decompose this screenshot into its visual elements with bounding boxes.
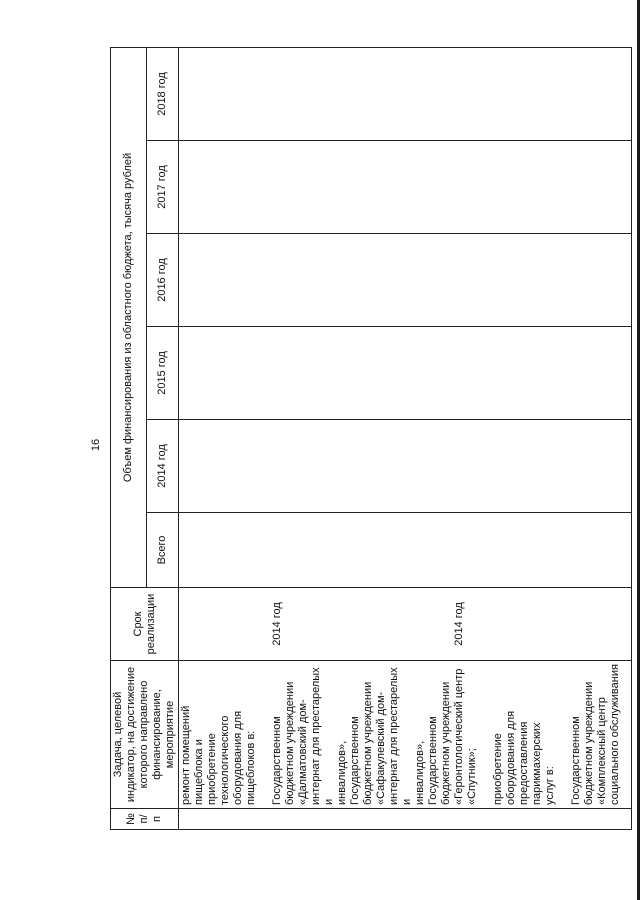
cell-2017	[179, 141, 632, 234]
header-year-2014: 2014 год	[146, 420, 178, 513]
page-number: 16	[90, 438, 102, 452]
task-line: ремонт помещений пищеблока и	[180, 705, 205, 805]
header-num: № п/п	[111, 809, 179, 830]
task-line: Государственном	[349, 716, 361, 805]
task-line: оборудования для	[232, 710, 244, 805]
task-line: интернат для престарелых и	[388, 667, 413, 805]
task-line: пищеблоков в:	[245, 730, 257, 805]
task-line: «Сафакулевский дом-	[375, 691, 387, 805]
task-line: предоставления парикмахерских	[518, 721, 543, 805]
task-line: «Спутник»;	[466, 748, 478, 805]
term-value-1: 2014 год	[271, 602, 283, 646]
task-line: бюджетном учреждении	[362, 681, 374, 805]
cell-2018	[179, 47, 632, 140]
task-line: Государственном	[271, 716, 283, 805]
task-lines	[180, 664, 622, 805]
term-value-2: 2014 год	[453, 602, 465, 646]
header-year-2016: 2016 год	[146, 234, 178, 327]
task-line	[258, 664, 271, 805]
task-line: Государственном	[570, 716, 582, 805]
header-volume: Объем финансирования из областного бюджета, тысяча рублей	[111, 47, 147, 587]
task-line: социального обслуживания	[609, 664, 621, 805]
task-line: оборудования для	[505, 710, 517, 805]
cell-term	[179, 588, 632, 661]
task-line: бюджетном учреждении	[284, 681, 296, 805]
header-year-2015: 2015 год	[146, 327, 178, 420]
task-line: «Комплексный центр	[596, 697, 608, 805]
task-line: приобретение технологического	[206, 715, 231, 805]
cell-2015	[179, 327, 632, 420]
financing-table	[110, 47, 632, 830]
task-line: приобретение	[492, 733, 504, 805]
rotated-page	[90, 60, 621, 830]
header-task: Задача, целевой индикатор, на достижение которого направлено финансирование, мероприятие	[111, 661, 179, 809]
task-line: инвалидов»,	[336, 740, 348, 805]
task-line: «Далматовский дом-	[297, 699, 309, 805]
task-line	[479, 664, 492, 805]
task-line: бюджетном учреждении	[583, 681, 595, 805]
header-year-2018: 2018 год	[146, 47, 178, 140]
task-line: бюджетном учреждении	[440, 681, 452, 805]
task-line: «Геронтологический центр	[453, 668, 465, 805]
task-line	[557, 664, 570, 805]
cell-2014	[179, 420, 632, 513]
header-term: Срок реализации	[111, 588, 179, 661]
header-total: Всего	[146, 513, 178, 588]
task-line: интернат для престарелых и	[310, 667, 335, 805]
task-line: Государственном	[427, 716, 439, 805]
task-line: инвалидов»,	[414, 740, 426, 805]
cell-total	[179, 513, 632, 588]
cell-2016	[179, 234, 632, 327]
cell-num	[179, 809, 632, 830]
cell-task	[179, 661, 632, 809]
task-line: услуг в:	[544, 766, 556, 805]
header-year-2017: 2017 год	[146, 141, 178, 234]
